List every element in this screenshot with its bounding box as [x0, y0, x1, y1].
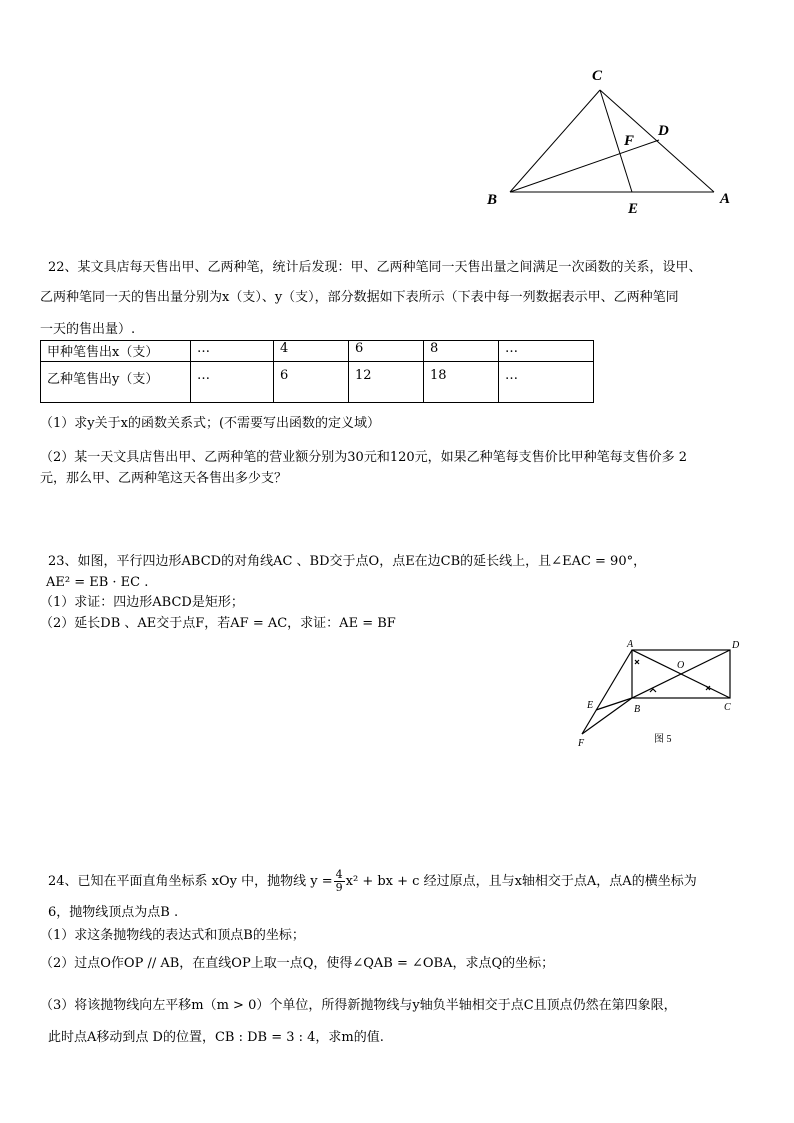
- angle-mark: [650, 689, 656, 692]
- table-cell: 8: [424, 341, 499, 362]
- table-row: [41, 341, 594, 362]
- fraction-numerator: 4: [335, 868, 343, 881]
- q23-part1: （1）求证：四边形ABCD是矩形；: [40, 595, 244, 610]
- table-row: [41, 362, 594, 403]
- triangle-figure: [470, 60, 750, 220]
- label-O: O: [677, 660, 685, 671]
- table-cell: 4: [274, 341, 349, 362]
- label-B: B: [487, 192, 498, 208]
- q23-part2: （2）延长DB 、AE交于点F，若AF = AC，求证：AE = BF: [40, 616, 396, 631]
- table-cell: …: [499, 362, 594, 403]
- table-cell: 6: [274, 362, 349, 403]
- label-E: E: [587, 700, 594, 711]
- segment-eb: [596, 698, 632, 710]
- label-B: B: [634, 704, 641, 715]
- q24-line1-b: x² + bx + c 经过原点，且与x轴相交于点A，点A的横坐标为: [345, 874, 697, 889]
- fraction-denominator: 9: [335, 881, 343, 894]
- q24-line1: [48, 866, 697, 898]
- label-C: C: [592, 68, 603, 84]
- q24-part2: （2）过点O作OP // AB，在直线OP上取一点Q，使得∠QAB = ∠OBA，求点Q的坐标；: [40, 956, 555, 971]
- q23-line1: 23、如图，平行四边形ABCD的对角线AC 、BD交于点O，点E在边CB的延长线上，且∠EAC = 90°，: [48, 554, 647, 569]
- label-A: A: [627, 639, 634, 650]
- label-E: E: [628, 201, 639, 217]
- q22-line2: 乙两种笔同一天的售出量分别为x（支）、y（支），部分数据如下表所示（下表中每一列数据表示甲、乙两种笔同: [40, 290, 679, 305]
- q22-part1: （1）求y关于x的函数关系式；(不需要写出函数的定义域）: [40, 416, 381, 431]
- label-D: D: [732, 640, 740, 651]
- label-A: A: [720, 191, 731, 207]
- table-cell: …: [191, 362, 274, 403]
- rectangle-figure: [574, 634, 754, 752]
- table-cell: 12: [349, 362, 424, 403]
- q22-part2-line1: （2）某一天文具店售出甲、乙两种笔的营业额分别为30元和120元，如果乙种笔每支售价比甲种笔每支售价多 2: [40, 450, 688, 465]
- label-F: F: [624, 133, 635, 149]
- q24-part3-line2: 此时点A移动到点 D的位置，CB : DB = 3 : 4，求m的值.: [48, 1030, 384, 1045]
- table-cell: 6: [349, 341, 424, 362]
- table-cell: …: [191, 341, 274, 362]
- q23-line2: AE² = EB · EC .: [46, 575, 149, 590]
- q24-line2: 6，抛物线顶点为点B .: [48, 905, 179, 920]
- q22-line3: 一天的售出量）.: [40, 322, 136, 337]
- q24-part1: （1）求这条抛物线的表达式和顶点B的坐标；: [40, 928, 305, 943]
- q22-line1: 22、某文具店每天售出甲、乙两种笔，统计后发现：甲、乙两种笔同一天售出量之间满足一次函数的关系，设甲、: [48, 260, 702, 275]
- segment-af: [582, 650, 632, 734]
- q24-line1-a: 24、已知在平面直角坐标系 xOy 中，抛物线 y =: [48, 874, 333, 889]
- q24-part3-line1: （3）将该抛物线向左平移m（m > 0）个单位，所得新抛物线与y轴负半轴相交于点C且顶点仍然在第四象限，: [40, 998, 677, 1013]
- angle-mark: [635, 660, 639, 664]
- q22-part2-line2: 元，那么甲、乙两种笔这天各售出多少支？: [40, 471, 288, 486]
- label-F: F: [578, 738, 585, 749]
- fraction: [334, 869, 345, 894]
- label-C: C: [724, 702, 731, 713]
- table-cell: …: [499, 341, 594, 362]
- table-cell: 18: [424, 362, 499, 403]
- row1-label: 甲种笔售出x（支）: [41, 341, 191, 362]
- figure-caption: 图 5: [654, 734, 672, 745]
- label-D: D: [658, 123, 669, 139]
- sales-table: [40, 340, 594, 403]
- row2-label: 乙种笔售出y（支）: [41, 362, 191, 403]
